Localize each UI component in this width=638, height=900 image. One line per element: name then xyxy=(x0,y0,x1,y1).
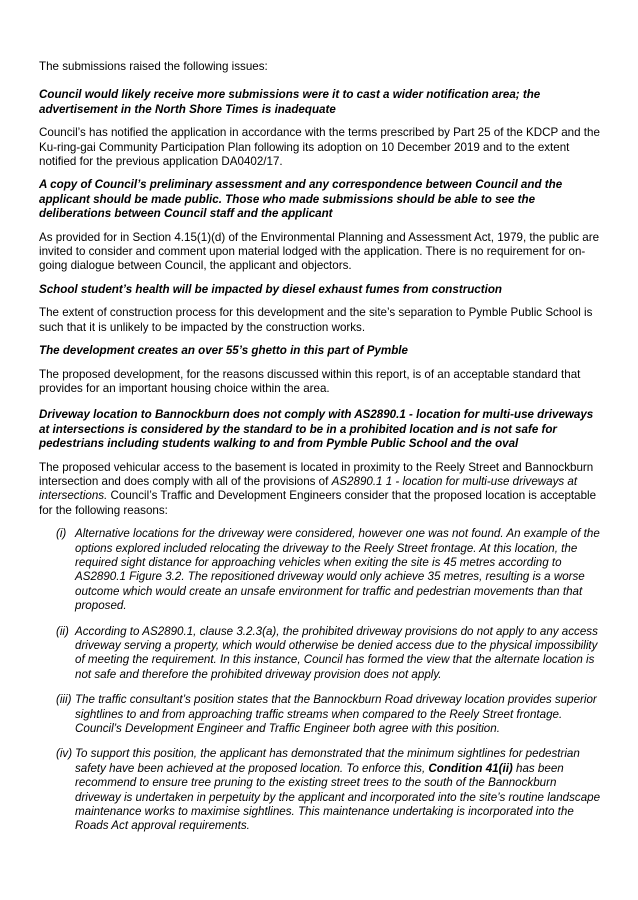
reason-number: (ii) xyxy=(56,624,69,638)
reason-text-after: has been recommend to ensure tree pruning to the existing street trees to the south of the Bannockburn driveway is undertaken in perpetuity by the applicant and incorporated into the site’s routine landscape maintenance works to maximise sightlines. This maintenance undertaking is incorporated into the Roads Act approval requirements. xyxy=(75,761,601,833)
issue-response: Council’s has notified the application in accordance with the terms prescribed by Part 25 of the KDCP and the Ku-ring-gai Community Participation Plan following its adoption on 10 December 2019 and to the extent notified for the previous application DA0402/17. xyxy=(39,126,600,169)
intro-text: The submissions raised the following issues: xyxy=(39,60,268,73)
document-page xyxy=(39,60,601,845)
driveway-response-standard: AS2890.1 1 - location for multi-use driveways at intersections. xyxy=(39,474,578,503)
driveway-response-start: The proposed vehicular access to the basement is located in proximity to the Reely Street and Bannockburn intersection and does comply with all of the provisions of xyxy=(39,460,594,488)
issue-response: The extent of construction process for this development and the site’s separation to Pymble Public School is such that it is unlikely to be impacted by the construction works. xyxy=(39,306,593,334)
reason-number: (iv) xyxy=(56,747,73,761)
reason-number: (i) xyxy=(56,527,67,541)
reasons-list xyxy=(39,527,601,834)
reason-number: (iii) xyxy=(56,693,72,707)
reason-text xyxy=(75,747,601,833)
condition-reference: Condition 41(ii) xyxy=(428,761,513,775)
issue-heading: The development creates an over 55’s ghetto in this part of Pymble xyxy=(39,344,408,358)
driveway-response xyxy=(39,461,601,519)
reason-item xyxy=(39,747,601,833)
reason-item xyxy=(39,625,601,683)
issue-response: The proposed development, for the reasons discussed within this report, is of an acceptable standard that provides for an important housing choice within the area. xyxy=(39,367,581,395)
reason-item xyxy=(39,693,601,736)
issue-heading: A copy of Council’s preliminary assessment and any correspondence between Council and the applicant should be made public. Those who made submissions should be able to see the deliberations between Council staff and the applicant xyxy=(39,178,563,221)
driveway-issue-heading: Driveway location to Bannockburn does not comply with AS2890.1 - location for multi-use driveways at intersections is considered by the standard to be in a prohibited location and is not safe for pedestrians including students walking to and from Pymble Public School and the oval xyxy=(39,408,594,451)
reason-text-before: To support this position, the applicant has demonstrated that the minimum sightlines for pedestrian safety have been achieved at the proposed location. To enforce this, xyxy=(75,747,580,775)
issue-response: As provided for in Section 4.15(1)(d) of the Environmental Planning and Assessment Act, 1979, the public are invited to consider and comment upon material lodged with the application. There is no requirement for on-going dialogue between Council, the applicant and objectors. xyxy=(39,230,600,273)
reason-item xyxy=(39,527,601,613)
reason-text: Alternative locations for the driveway were considered, however one was not found. An example of the options explored included relocating the driveway to the Reely Street frontage. At this location, the required sight distance for approaching vehicles when exiting the site is 45 metres according to AS2890.1 Figure 3.2. The repositioned driveway would only achieve 35 metres, resulting is a worse outcome which would create an unsafe environment for traffic and pedestrian movements than that proposed. xyxy=(75,527,600,613)
driveway-response-end: Council’s Traffic and Development Engineers consider that the proposed location is acceptable for the following reasons: xyxy=(39,489,597,517)
reason-text: According to AS2890.1, clause 3.2.3(a), the prohibited driveway provisions do not apply to any access driveway serving a property, which would otherwise be denied access due to the physical impossibility of meeting the requirement. In this instance, Council has formed the view that the alternate location is not safe and therefore the prohibited driveway provision does not apply. xyxy=(75,624,598,681)
reason-text: The traffic consultant’s position states that the Bannockburn Road driveway location provides superior sightlines to and from approaching traffic streams when compared to the Reely Street frontage. Council’s Development Engineer and Traffic Engineer both agree with this position. xyxy=(75,693,597,736)
issue-heading: Council would likely receive more submissions were it to cast a wider notification area; the advertisement in the North Shore Times is inadequate xyxy=(39,88,541,116)
issue-heading: School student’s health will be impacted by diesel exhaust fumes from construction xyxy=(39,282,502,296)
